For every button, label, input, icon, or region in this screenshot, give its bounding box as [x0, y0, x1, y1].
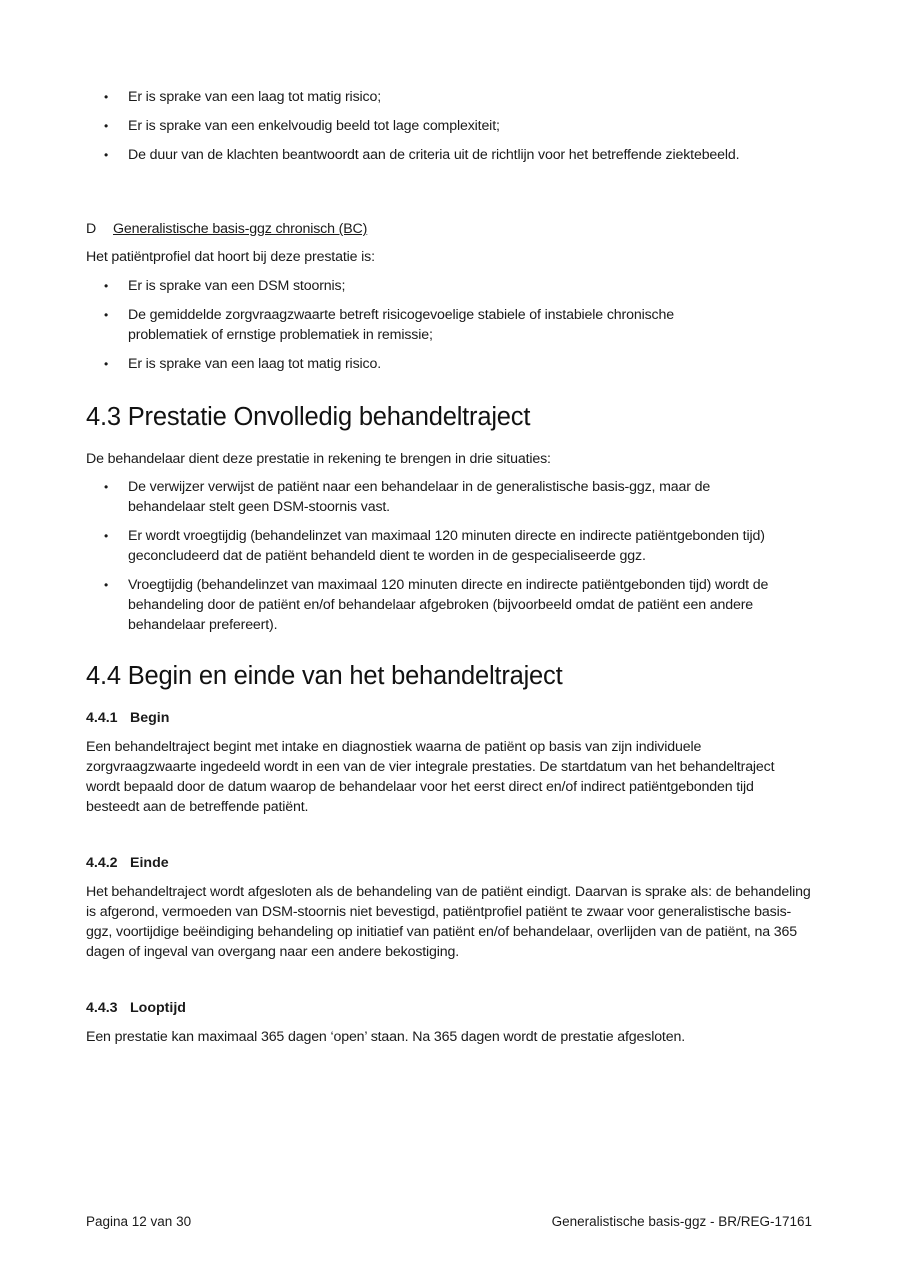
section-4-3-heading: 4.3 Prestatie Onvolledig behandeltraject — [86, 403, 531, 431]
section-d-bullet-list — [86, 276, 814, 374]
section-4-3-intro: De behandelaar dient deze prestatie in rekening te brengen in drie situaties: — [86, 451, 551, 467]
section-4-4-2-heading — [86, 853, 814, 873]
section-title: Generalistische basis-ggz chronisch (BC) — [113, 221, 368, 237]
bullet-icon: • — [104, 119, 109, 133]
list-item: • Er wordt vroegtijdig (behandelinzet van maximaal 120 minuten directe en indirecte patiëntgebonden tijd) geconcludeerd dat de patiënt behandeld dient te worden in de gespecialiseerde ggz. — [104, 528, 765, 564]
bullet-icon: • — [104, 529, 109, 543]
bullet-icon: • — [104, 480, 109, 494]
bullet-icon: • — [104, 357, 109, 371]
page-number: Pagina 12 van 30 — [86, 1214, 192, 1229]
section-title: Einde — [130, 855, 169, 871]
section-4-4-3-text: Een prestatie kan maximaal 365 dagen ‘open’ staan. Na 365 dagen wordt de prestatie afgesloten. — [86, 1029, 685, 1045]
section-4-4-3-heading — [86, 998, 814, 1018]
bullet-icon: • — [104, 279, 109, 293]
section-title: Looptijd — [130, 1000, 186, 1016]
section-4-4-2-text: Het behandeltraject wordt afgesloten als de behandeling van de patiënt eindigt. Daarvan is sprake als: de behandeling is afgerond, vermoeden van DSM-stoornis niet bevestigd, patiëntprofiel patiënt te zwaar voor generalistische basis-ggz, voortijdige beëindiging behandeling op initiatief van patiënt en/of behandelaar, overlijden van de patiënt, na 365 dagen of ingeval van overgang naar een andere bekostiging. — [86, 884, 811, 960]
section-number: 4.4.3 — [86, 1000, 118, 1016]
bullet-icon: • — [104, 90, 109, 104]
section-letter: D — [86, 221, 97, 237]
list-item: • De gemiddelde zorgvraagzwaarte betreft risicogevoelige stabiele of instabiele chronische problematiek of ernstige problematiek in remissie; — [104, 307, 674, 343]
list-item: • De duur van de klachten beantwoordt aan de criteria uit de richtlijn voor het betreffende ziektebeeld. — [104, 147, 740, 163]
top-bullet-list — [86, 87, 814, 165]
section-d-heading — [86, 219, 814, 239]
bullet-icon: • — [104, 148, 109, 162]
bullet-icon: • — [104, 308, 109, 322]
section-4-4-1-text: Een behandeltraject begint met intake en diagnostiek waarna de patiënt op basis van zijn individuele zorgvraagzwaarte ingedeeld wordt in een van de vier integrale prestaties. De startdatum van het behandeltraject wordt bepaald door de datum waarop de behandelaar voor het eerst direct en/of indirect patiëntgebonden tijd besteedt aan de betreffende patiënt. — [86, 739, 775, 815]
list-item: • Er is sprake van een laag tot matig risico. — [104, 356, 381, 372]
list-item: • Vroegtijdig (behandelinzet van maximaal 120 minuten directe en indirecte patiëntgebonden tijd) wordt de behandeling door de patiënt en/of behandelaar afgebroken (bijvoorbeeld omdat de patiënt een andere behandelaar prefereert). — [104, 577, 769, 633]
section-number: 4.4.1 — [86, 710, 118, 726]
list-item: • Er is sprake van een laag tot matig risico; — [104, 89, 381, 105]
section-4-4-1-heading — [86, 708, 814, 728]
section-number: 4.4.2 — [86, 855, 118, 871]
list-item: • Er is sprake van een DSM stoornis; — [104, 278, 346, 294]
document-reference: Generalistische basis-ggz - BR/REG-17161 — [551, 1214, 812, 1229]
list-item: • De verwijzer verwijst de patiënt naar een behandelaar in de generalistische basis-ggz, maar de behandelaar stelt geen DSM-stoornis vast. — [104, 479, 711, 515]
bullet-icon: • — [104, 578, 109, 592]
section-4-4-heading: 4.4 Begin en einde van het behandeltraject — [86, 662, 563, 690]
section-4-3-bullet-list — [86, 477, 814, 635]
section-d-intro: Het patiëntprofiel dat hoort bij deze prestatie is: — [86, 249, 375, 265]
section-title: Begin — [130, 710, 170, 726]
list-item: • Er is sprake van een enkelvoudig beeld tot lage complexiteit; — [104, 118, 500, 134]
